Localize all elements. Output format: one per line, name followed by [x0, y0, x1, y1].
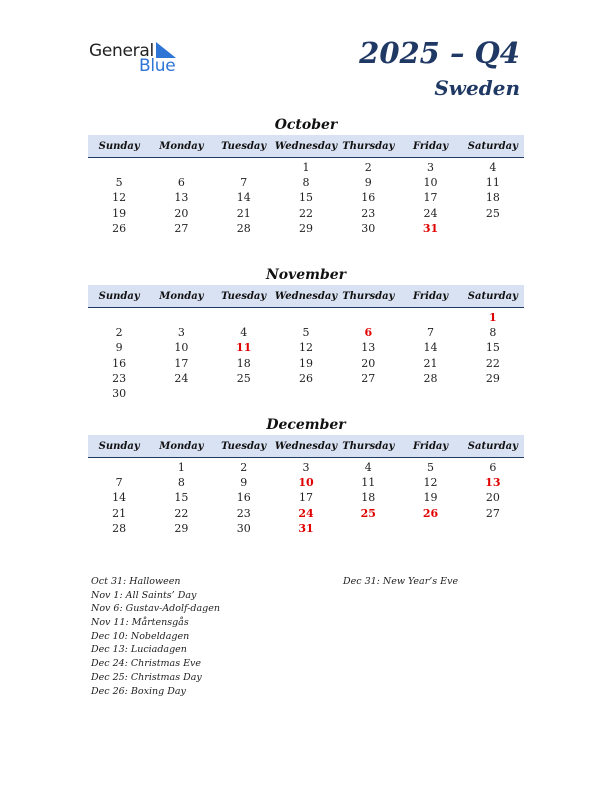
week-row — [88, 490, 524, 505]
weekday-label: Friday — [412, 290, 449, 302]
day-cell — [213, 160, 275, 175]
week-row — [88, 340, 524, 355]
weekday-label: Saturday — [467, 140, 518, 152]
day-cell: 18 — [236, 356, 251, 370]
day-cell: 26 — [298, 371, 313, 385]
week-row — [88, 206, 524, 221]
week-row — [88, 221, 524, 236]
day-cell — [150, 160, 212, 175]
weekday-label: Thursday — [342, 440, 395, 452]
week-row — [88, 386, 524, 401]
day-cell: 25 — [485, 206, 500, 220]
holiday-note: Dec 13: Luciadagen — [91, 644, 187, 656]
day-cell: 10 — [298, 476, 314, 490]
day-cell: 19 — [112, 206, 127, 220]
weekday-label: Friday — [412, 140, 449, 152]
day-cell: 30 — [361, 221, 376, 235]
day-cell: 8 — [489, 326, 497, 340]
day-cell: 17 — [298, 491, 313, 505]
day-cell: 20 — [174, 206, 189, 220]
week-row — [88, 325, 524, 340]
week-row — [88, 460, 524, 475]
day-cell: 19 — [423, 491, 438, 505]
day-cell: 16 — [361, 191, 376, 205]
day-cell: 28 — [236, 221, 251, 235]
day-cell: 3 — [427, 161, 435, 174]
week-row — [88, 506, 524, 521]
day-cell: 4 — [240, 326, 248, 340]
day-cell — [150, 386, 212, 401]
week-row — [88, 310, 524, 325]
weekday-label: Tuesday — [221, 140, 267, 152]
day-cell: 2 — [364, 161, 372, 174]
weekday-label: Thursday — [342, 290, 395, 302]
day-cell: 15 — [298, 191, 313, 205]
month-november — [88, 265, 524, 401]
day-cell: 23 — [361, 206, 376, 220]
day-cell: 27 — [485, 506, 500, 520]
day-cell — [275, 386, 337, 401]
holiday-note: Nov 6: Gustav-Adolf-dagen — [91, 603, 220, 615]
day-cell: 30 — [112, 386, 127, 400]
day-cell: 22 — [485, 356, 500, 370]
day-cell: 6 — [489, 461, 497, 474]
day-cell: 31 — [422, 221, 439, 235]
day-cell: 22 — [298, 206, 313, 220]
day-cell: 1 — [302, 161, 310, 174]
day-cell: 28 — [423, 371, 438, 385]
day-cell: 20 — [361, 356, 376, 370]
day-cell: 3 — [177, 326, 185, 340]
day-cell — [337, 521, 399, 536]
day-cell — [337, 386, 399, 401]
day-cell: 6 — [364, 326, 373, 340]
day-cell — [399, 310, 461, 325]
holiday-note: Nov 11: Mårtensgås — [91, 617, 189, 629]
holiday-note: Dec 10: Nobeldagen — [91, 630, 190, 642]
logo-text-general: General — [89, 41, 154, 61]
day-cell: 23 — [236, 506, 251, 520]
day-cell: 5 — [302, 326, 310, 340]
day-cell: 17 — [174, 356, 189, 370]
day-cell: 4 — [364, 461, 372, 474]
holiday-notes-left — [91, 575, 220, 698]
day-cell: 28 — [112, 521, 127, 535]
day-cell: 21 — [236, 206, 251, 220]
week-row — [88, 521, 524, 536]
month-name: December — [266, 417, 346, 433]
day-cell: 16 — [112, 356, 127, 370]
weekday-label: Monday — [159, 140, 204, 152]
holiday-notes-right — [343, 575, 458, 589]
day-cell: 31 — [298, 521, 314, 535]
day-cell — [399, 521, 461, 536]
holiday-note: Dec 25: Christmas Day — [91, 671, 202, 683]
weekday-label: Monday — [159, 290, 204, 302]
day-cell: 29 — [298, 221, 313, 235]
page-title: 2025 – Q4 — [359, 36, 520, 70]
day-cell: 17 — [423, 191, 438, 205]
day-cell: 26 — [422, 506, 439, 520]
weekday-label: Tuesday — [221, 440, 267, 452]
day-cell: 18 — [361, 491, 376, 505]
day-cell — [399, 386, 461, 401]
day-cell: 10 — [423, 176, 438, 190]
weekday-label: Sunday — [98, 140, 140, 152]
weekday-label: Wednesday — [274, 140, 338, 152]
day-cell: 1 — [489, 311, 497, 324]
day-cell: 11 — [236, 341, 252, 355]
weekday-label: Tuesday — [221, 290, 267, 302]
day-cell: 29 — [485, 371, 500, 385]
day-cell: 25 — [236, 371, 251, 385]
week-row — [88, 475, 524, 490]
day-cell: 11 — [485, 176, 500, 190]
day-cell: 8 — [177, 476, 185, 490]
day-cell: 14 — [423, 341, 438, 355]
day-cell — [462, 386, 524, 401]
day-cell: 7 — [427, 326, 435, 340]
day-cell: 6 — [177, 176, 185, 190]
day-cell: 11 — [361, 476, 376, 490]
day-cell — [462, 521, 524, 536]
day-cell: 5 — [115, 176, 123, 190]
weekday-label: Saturday — [467, 290, 518, 302]
weekday-label: Wednesday — [274, 440, 338, 452]
day-cell: 13 — [174, 191, 189, 205]
day-cell: 16 — [236, 491, 251, 505]
day-cell: 4 — [489, 161, 497, 174]
day-cell — [213, 386, 275, 401]
holiday-note: Dec 26: Boxing Day — [91, 685, 186, 697]
day-cell: 14 — [236, 191, 251, 205]
day-cell: 27 — [174, 221, 189, 235]
day-cell: 20 — [485, 491, 500, 505]
weekday-label: Wednesday — [274, 290, 338, 302]
day-cell: 7 — [240, 176, 248, 190]
month-name: October — [274, 117, 338, 133]
day-cell: 8 — [302, 176, 310, 190]
day-cell — [150, 310, 212, 325]
holiday-note: Nov 1: All Saints’ Day — [91, 589, 197, 601]
generalblue-logo — [89, 40, 189, 80]
week-row — [88, 371, 524, 386]
day-cell — [213, 310, 275, 325]
day-cell: 19 — [298, 356, 313, 370]
page-subtitle: Sweden — [434, 76, 520, 100]
month-name: November — [265, 267, 347, 283]
weekday-label: Sunday — [98, 290, 140, 302]
day-cell: 22 — [174, 506, 189, 520]
day-cell: 2 — [240, 461, 248, 474]
day-cell: 24 — [423, 206, 438, 220]
weekday-label: Sunday — [98, 440, 140, 452]
day-cell: 13 — [485, 476, 501, 490]
weekday-header — [88, 285, 524, 308]
week-row — [88, 356, 524, 371]
holiday-note: Dec 31: New Year’s Eve — [343, 576, 459, 587]
month-december — [88, 415, 524, 536]
logo-text-blue: Blue — [139, 56, 176, 76]
day-cell: 13 — [361, 341, 376, 355]
day-cell: 9 — [240, 476, 248, 490]
day-cell: 21 — [423, 356, 438, 370]
week-row — [88, 190, 524, 205]
day-cell: 2 — [115, 326, 123, 340]
week-row — [88, 175, 524, 190]
day-cell — [88, 160, 150, 175]
weekday-label: Saturday — [467, 440, 518, 452]
day-cell: 21 — [112, 506, 127, 520]
day-cell: 5 — [427, 461, 435, 474]
weekday-header — [88, 435, 524, 458]
day-cell: 27 — [361, 371, 376, 385]
weekday-label: Monday — [159, 440, 204, 452]
day-cell: 15 — [485, 341, 500, 355]
weekday-label: Thursday — [342, 140, 395, 152]
day-cell — [88, 460, 150, 475]
holiday-note: Dec 24: Christmas Eve — [91, 658, 202, 670]
day-cell — [462, 221, 524, 236]
day-cell: 15 — [174, 491, 189, 505]
day-cell: 12 — [298, 341, 313, 355]
month-october — [88, 115, 524, 236]
day-cell: 29 — [174, 521, 189, 535]
day-cell: 24 — [298, 506, 314, 520]
day-cell: 26 — [112, 221, 127, 235]
holiday-note: Oct 31: Halloween — [91, 576, 181, 587]
day-cell: 24 — [174, 371, 189, 385]
day-cell: 30 — [236, 521, 251, 535]
weekday-label: Friday — [412, 440, 449, 452]
day-cell: 9 — [115, 341, 123, 355]
week-row — [88, 160, 524, 175]
day-cell: 9 — [364, 176, 372, 190]
weekday-header — [88, 135, 524, 158]
day-cell: 23 — [112, 371, 127, 385]
day-cell: 12 — [112, 191, 127, 205]
day-cell: 25 — [360, 506, 376, 520]
day-cell: 12 — [423, 476, 438, 490]
day-cell — [88, 310, 150, 325]
day-cell: 14 — [112, 491, 127, 505]
day-cell — [337, 310, 399, 325]
day-cell: 1 — [177, 461, 185, 474]
day-cell: 3 — [302, 461, 310, 474]
day-cell: 18 — [485, 191, 500, 205]
day-cell — [275, 310, 337, 325]
day-cell: 10 — [174, 341, 189, 355]
day-cell: 7 — [115, 476, 123, 490]
